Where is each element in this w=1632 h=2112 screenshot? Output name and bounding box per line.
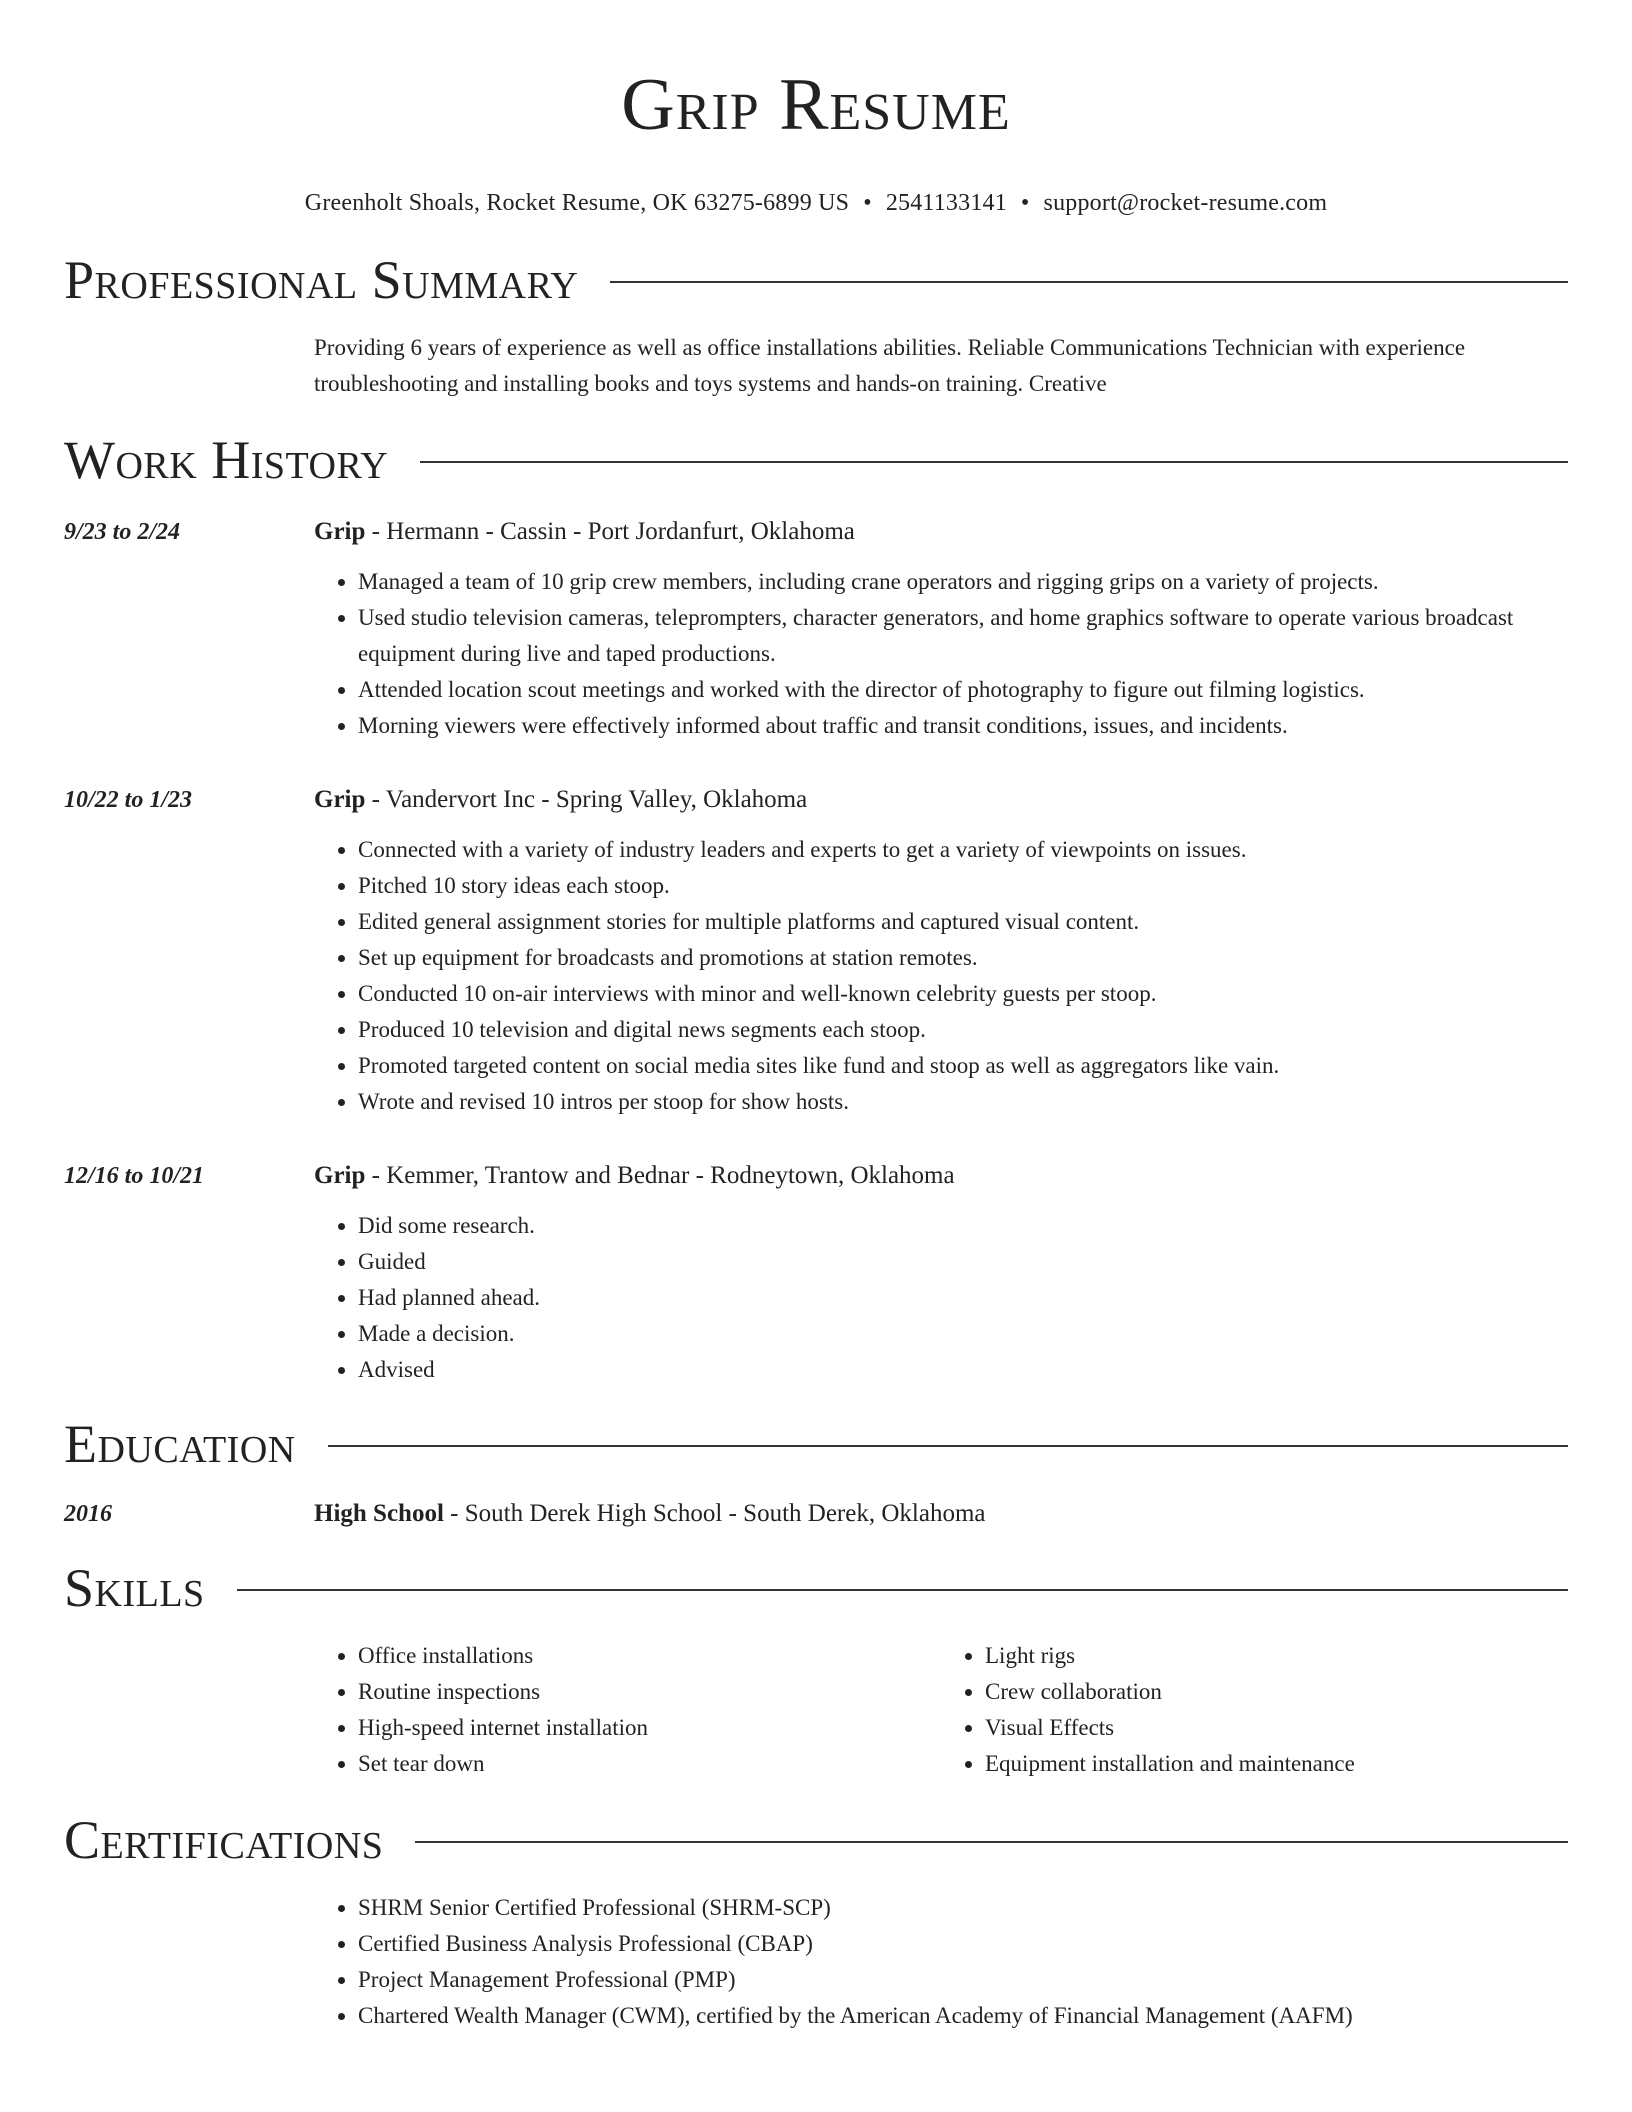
contact-line [64, 188, 1568, 218]
list-item: • Light rigs [985, 1638, 1568, 1674]
skills-list-left [314, 1638, 941, 1782]
list-item: • Pitched 10 story ideas each stoop. [358, 868, 1568, 904]
list-item: • Set tear down [358, 1746, 941, 1782]
job-entry [64, 1158, 1568, 1388]
list-item: • Visual Effects [985, 1710, 1568, 1746]
contact-separator: • [863, 190, 872, 216]
summary-section-header [64, 252, 1568, 308]
bullets-spacer [64, 1194, 314, 1388]
summary-heading: Professional Summary [64, 250, 579, 310]
work-heading: Work History [64, 430, 389, 490]
education-details: - South Derek High School - South Derek, Oklahoma [443, 1500, 986, 1527]
list-item: • Conducted 10 on-air interviews with minor and well-known celebrity guests per stoop. [358, 976, 1568, 1012]
certifications-heading: Certifications [64, 1810, 384, 1870]
certifications-spacer [64, 1890, 314, 2034]
job-bullets [314, 832, 1568, 1120]
list-item: • High-speed internet installation [358, 1710, 941, 1746]
list-item: • Managed a team of 10 grip crew members, including crane operators and rigging grips on a variety of projects. [358, 564, 1568, 600]
list-item: • Equipment installation and maintenance [985, 1746, 1568, 1782]
certifications-list [314, 1890, 1568, 2034]
skills-section-header [64, 1560, 1568, 1616]
job-title-line [314, 514, 1568, 550]
bullets-spacer [64, 550, 314, 744]
section-divider [415, 1841, 1568, 1843]
list-item: • Routine inspections [358, 1674, 941, 1710]
job-dates: 10/22 to 1/23 [64, 787, 193, 813]
contact-address: Greenholt Shoals, Rocket Resume, OK 63275-6899 US [304, 190, 850, 216]
list-item: • Promoted targeted content on social media sites like fund and stoop as well as aggregators like vain. [358, 1048, 1568, 1084]
list-item: • SHRM Senior Certified Professional (SHRM-SCP) [358, 1890, 1568, 1926]
summary-text: Providing 6 years of experience as well as office installations abilities. Reliable Communications Technician with experience troubleshooting and installing books and toys systems and hands-on training. Creative [314, 335, 1466, 396]
skills-list-right [941, 1638, 1568, 1782]
contact-email: support@rocket-resume.com [1043, 190, 1328, 216]
section-divider [420, 461, 1568, 463]
resume-name: Grip Resume [621, 64, 1011, 146]
list-item: • Connected with a variety of industry leaders and experts to get a variety of viewpoints on issues. [358, 832, 1568, 868]
summary-spacer [64, 330, 314, 402]
contact-phone: 2541133141 [885, 190, 1007, 216]
job-header-row [64, 782, 1568, 818]
education-year: 2016 [64, 1501, 112, 1527]
list-item: • Set up equipment for broadcasts and promotions at station remotes. [358, 940, 1568, 976]
list-item: • Certified Business Analysis Professional (CBAP) [358, 1926, 1568, 1962]
education-line [314, 1496, 1568, 1532]
list-item: • Project Management Professional (PMP) [358, 1962, 1568, 1998]
bullets-spacer [64, 818, 314, 1120]
job-bullets-container [314, 818, 1568, 1120]
certifications-row [64, 1890, 1568, 2034]
skills-row [64, 1616, 1568, 1782]
job-title: Grip [314, 518, 366, 545]
list-item: • Office installations [358, 1638, 941, 1674]
job-title: Grip [314, 1162, 366, 1189]
job-bullets-row [64, 1194, 1568, 1388]
list-item: • Guided [358, 1244, 1568, 1280]
summary-row [64, 330, 1568, 402]
job-bullets [314, 1208, 1568, 1388]
job-bullets-row [64, 550, 1568, 744]
work-section-header [64, 432, 1568, 488]
job-bullets-container [314, 550, 1568, 744]
job-entry [64, 514, 1568, 744]
education-row [64, 1496, 1568, 1532]
education-section-header [64, 1416, 1568, 1472]
list-item: • Used studio television cameras, teleprompters, character generators, and home graphics software to operate various broadcast equipment during live and taped productions. [358, 600, 1568, 672]
skills-grid [314, 1638, 1568, 1782]
job-bullets [314, 564, 1568, 744]
job-title-line [314, 782, 1568, 818]
job-title-line [314, 1158, 1568, 1194]
education-heading: Education [64, 1414, 296, 1474]
job-details: - Hermann - Cassin - Port Jordanfurt, Oklahoma [365, 518, 855, 545]
list-item: • Morning viewers were effectively informed about traffic and transit conditions, issues, and incidents. [358, 708, 1568, 744]
job-header-row [64, 1158, 1568, 1194]
education-degree: High School [314, 1500, 444, 1527]
section-divider [328, 1445, 1568, 1447]
job-details: - Vandervort Inc - Spring Valley, Oklahoma [365, 786, 808, 813]
list-item: • Chartered Wealth Manager (CWM), certified by the American Academy of Financial Management (AAFM) [358, 1998, 1568, 2034]
certifications-container [314, 1890, 1568, 2034]
job-header-row [64, 514, 1568, 550]
section-divider [237, 1589, 1568, 1591]
list-item: • Did some research. [358, 1208, 1568, 1244]
skills-heading: Skills [64, 1558, 205, 1618]
list-item: • Produced 10 television and digital news segments each stoop. [358, 1012, 1568, 1048]
list-item: • Crew collaboration [985, 1674, 1568, 1710]
job-bullets-container [314, 1194, 1568, 1388]
list-item: • Had planned ahead. [358, 1280, 1568, 1316]
section-divider [610, 281, 1568, 283]
job-bullets-row [64, 818, 1568, 1120]
job-details: - Kemmer, Trantow and Bednar - Rodneytown, Oklahoma [365, 1162, 955, 1189]
job-dates: 12/16 to 10/21 [64, 1163, 205, 1189]
job-dates: 9/23 to 2/24 [64, 519, 181, 545]
list-item: • Wrote and revised 10 intros per stoop for show hosts. [358, 1084, 1568, 1120]
list-item: • Made a decision. [358, 1316, 1568, 1352]
skills-spacer [64, 1616, 314, 1782]
contact-separator: • [1020, 190, 1030, 216]
job-title: Grip [314, 786, 366, 813]
list-item: • Edited general assignment stories for multiple platforms and captured visual content. [358, 904, 1568, 940]
list-item: • Advised [358, 1352, 1568, 1388]
job-entry [64, 782, 1568, 1120]
certifications-section-header [64, 1812, 1568, 1868]
list-item: • Attended location scout meetings and worked with the director of photography to figure out filming logistics. [358, 672, 1568, 708]
